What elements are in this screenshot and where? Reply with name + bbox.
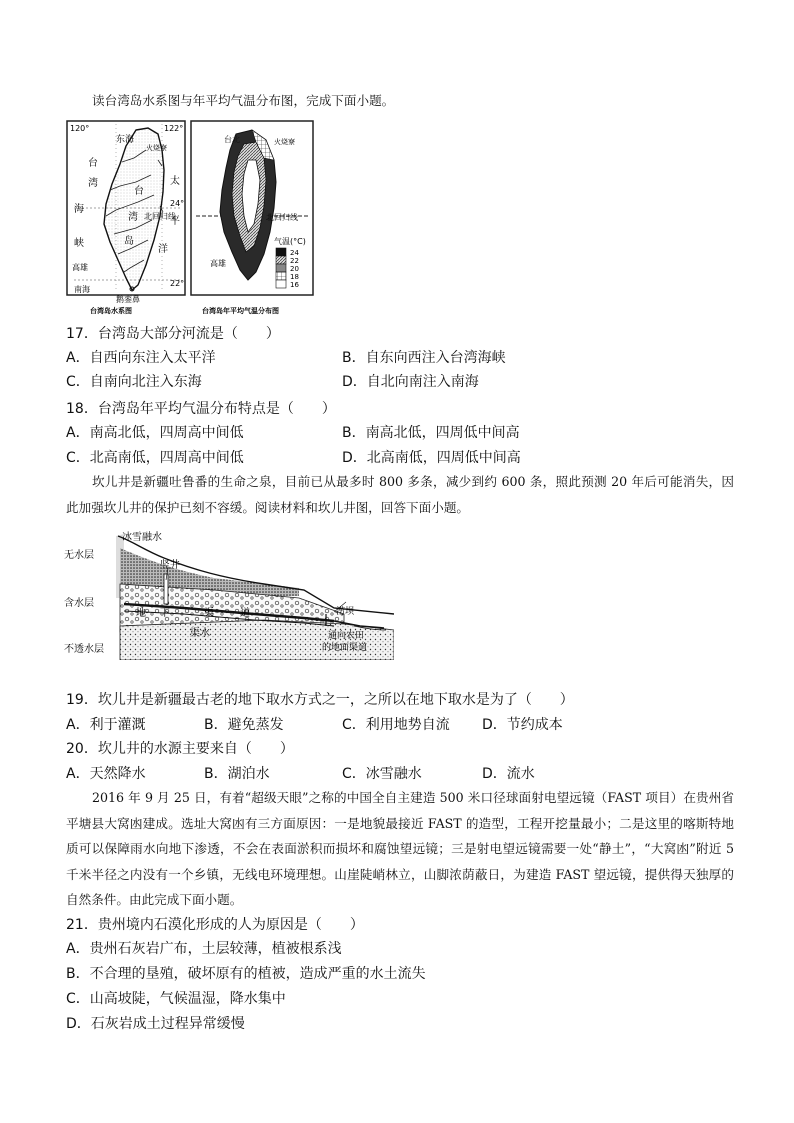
q21-option-b[interactable]: B．不合理的垦殖，破坏原有的植被，造成严重的水土流失 (66, 966, 426, 982)
svg-text:台湾岛年平均气温分布图: 台湾岛年平均气温分布图 (202, 307, 279, 315)
svg-text:海: 海 (74, 204, 84, 215)
q17-option-c[interactable]: C．自南向北注入东海 (66, 374, 202, 390)
svg-text:台北: 台北 (224, 135, 240, 144)
q19-option-d[interactable]: D．节约成本 (482, 717, 563, 733)
q20-stem: 20．坎儿井的水源主要来自（ ） (66, 741, 294, 757)
svg-text:下: 下 (160, 608, 170, 619)
svg-text:湾: 湾 (128, 212, 138, 223)
svg-text:峡: 峡 (74, 238, 84, 249)
svg-text:台: 台 (88, 158, 98, 169)
karez-diagram (64, 528, 394, 660)
q21-stem: 21．贵州境内石漠化形成的人为原因是（ ） (66, 917, 364, 933)
svg-text:气温(°C): 气温(°C) (274, 237, 306, 246)
svg-text:东海: 东海 (116, 135, 135, 145)
q19-option-a[interactable]: A．利于灌溉 (66, 717, 146, 733)
svg-text:20: 20 (290, 265, 299, 273)
svg-text:岛: 岛 (124, 236, 134, 247)
q18-option-d[interactable]: D．北高南低，四周低中间高 (342, 450, 521, 466)
svg-text:涝坝: 涝坝 (336, 607, 355, 617)
q21-option-c[interactable]: C．山高坡陡，气候温湿，降水集中 (66, 991, 286, 1007)
q18-stem: 18．台湾岛年平均气温分布特点是（ ） (66, 401, 336, 417)
intro-fast: 2016 年 9 月 25 日，有着“超级天眼”之称的中国全自主建造 500 米口径球面射电望远镜（FAST 项目）在贵州省平塘县大窝凼建成。选址大窝凼有三方面原因：一是地貌最接近 FAST 的造型，工程开挖量最小；二是这里的喀斯特地质可以保障雨水向地下渗透，不会在表面淤积而损坏和腐蚀望远镜；三是射电望远镜需要一处“静土”，“大窝凼”附近 5 千米半径之内没有一个乡镇，无线电环境理想。山崖陡峭林立，山脚浓荫蔽日，为建造 FAST 望远镜，提供得天独厚的自然条件。由此完成下面小题。 (66, 790, 734, 908)
svg-text:火烧寮: 火烧寮 (146, 144, 167, 152)
svg-text:含水层: 含水层 (64, 598, 94, 609)
svg-text:渠水: 渠水 (190, 628, 210, 639)
q21-option-d[interactable]: D．石灰岩成土过程异常缓慢 (66, 1016, 245, 1032)
svg-text:24°: 24° (170, 199, 185, 208)
q20-option-a[interactable]: A．天然降水 (66, 766, 146, 782)
svg-text:不透水层: 不透水层 (64, 644, 104, 655)
q18-option-c[interactable]: C．北高南低，四周高中间低 (66, 450, 244, 466)
svg-text:道: 道 (240, 608, 250, 619)
q20-option-b[interactable]: B．湖泊水 (204, 766, 270, 782)
intro-karez: 坎儿井是新疆吐鲁番的生命之泉，目前已从最多时 800 多条，减少到约 600 条，照此预测 20 年后可能消失，因此加强坎儿井的保护已刻不容缓。阅读材料和坎儿井图，回答下面小题。 (66, 474, 734, 515)
svg-text:高雄: 高雄 (210, 259, 226, 268)
q20-option-c[interactable]: C．冰雪融水 (342, 766, 422, 782)
svg-text:18: 18 (290, 273, 299, 281)
svg-text:高雄: 高雄 (72, 263, 88, 272)
q17-option-b[interactable]: B．自东向西注入台湾海峡 (342, 350, 506, 366)
svg-text:火烧寮: 火烧寮 (274, 138, 295, 146)
svg-text:120°: 120° (70, 124, 90, 133)
q17-option-a[interactable]: A．自西向东注入太平洋 (66, 350, 216, 366)
svg-text:的地面渠道: 的地面渠道 (322, 643, 368, 653)
intro-taiwan: 读台湾岛水系图与年平均气温分布图，完成下面小题。 (92, 93, 395, 108)
q18-option-a[interactable]: A．南高北低，四周高中间低 (66, 425, 244, 441)
q17-stem: 17．台湾岛大部分河流是（ ） (66, 326, 280, 342)
svg-text:台湾岛水系图: 台湾岛水系图 (90, 307, 132, 315)
q19-option-c[interactable]: C．利用地势自流 (342, 717, 450, 733)
svg-text:太: 太 (170, 176, 180, 187)
svg-text:22°: 22° (170, 279, 185, 288)
svg-text:湾: 湾 (88, 178, 98, 189)
svg-text:台: 台 (134, 186, 144, 197)
q20-option-d[interactable]: D．流水 (482, 766, 535, 782)
svg-text:122°: 122° (164, 124, 184, 133)
q17-option-d[interactable]: D．自北向南注入南海 (342, 374, 479, 390)
svg-text:冰雪融水: 冰雪融水 (122, 532, 162, 543)
svg-text:北回归线: 北回归线 (144, 212, 176, 221)
svg-text:南海: 南海 (74, 285, 90, 294)
svg-text:鹅銮鼻: 鹅銮鼻 (116, 295, 140, 304)
svg-text:渠: 渠 (204, 608, 214, 619)
svg-text:地: 地 (136, 608, 146, 619)
svg-text:北回归线: 北回归线 (266, 213, 298, 222)
taiwan-river-map (66, 120, 186, 316)
q19-stem: 19．坎儿井是新疆最古老的地下取水方式之一，之所以在地下取水是为了（ ） (66, 692, 574, 708)
svg-text:22: 22 (290, 257, 299, 265)
svg-text:24: 24 (290, 249, 299, 257)
taiwan-temperature-map (190, 120, 314, 316)
q18-option-b[interactable]: B．南高北低，四周低中间高 (342, 425, 520, 441)
svg-text:竖井: 竖井 (160, 560, 180, 571)
svg-text:通向农田: 通向农田 (328, 631, 365, 641)
svg-text:无水层: 无水层 (64, 550, 94, 561)
q21-option-a[interactable]: A．贵州石灰岩广布，土层较薄，植被根系浅 (66, 941, 342, 957)
svg-text:16: 16 (290, 281, 299, 289)
svg-text:洋: 洋 (158, 244, 168, 255)
q19-option-b[interactable]: B．避免蒸发 (204, 717, 284, 733)
svg-text:平: 平 (170, 216, 180, 227)
